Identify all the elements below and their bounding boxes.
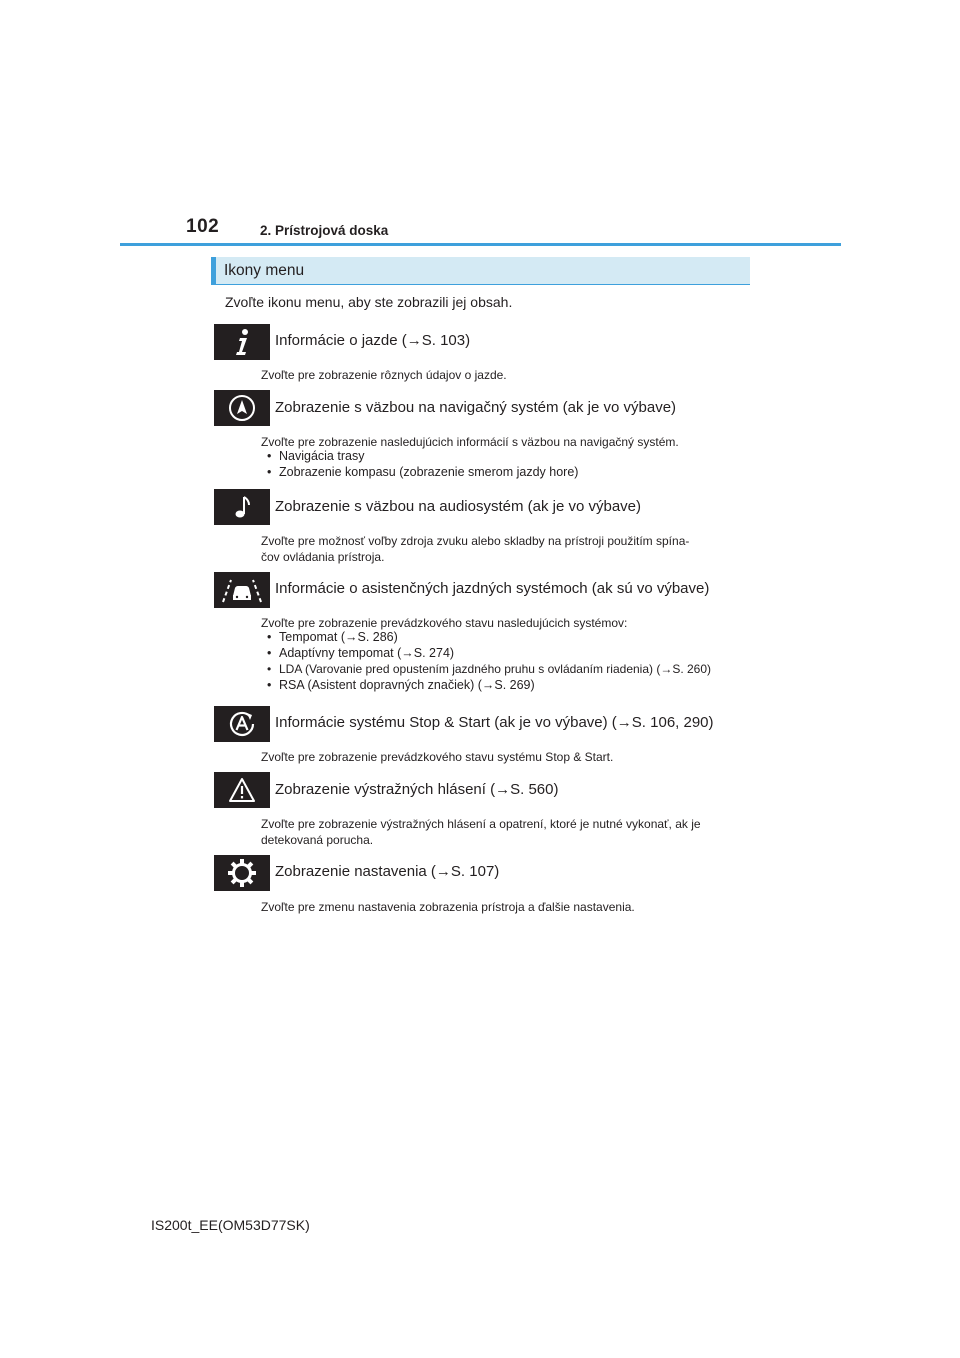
list-item: • Zobrazenie kompasu (zobrazenie smerom jazdy hore)	[268, 465, 578, 479]
list-item: • Navigácia trasy	[268, 449, 364, 463]
item-desc-driving-info	[261, 367, 751, 383]
desc-line: Zvoľte pre zobrazenie nasledujúcich informácií s väzbou na navigačný systém.	[261, 435, 679, 449]
list-item: • LDA (Varovanie pred opustením jazdného pruhu s ovládaním riadenia) (→S. 260)	[268, 662, 711, 676]
list-item: • RSA (Asistent dopravných značiek) (→S. 269)	[268, 678, 535, 692]
desc-line: detekovaná porucha.	[261, 833, 374, 847]
item-title-audio: Zobrazenie s väzbou na audiosystém (ak je vo výbave)	[275, 498, 642, 515]
section-header	[211, 257, 750, 285]
desc-line: čov ovládania prístroja.	[261, 550, 385, 564]
item-title-warning: Zobrazenie výstražných hlásení (→S. 560)	[275, 781, 559, 798]
item-desc-navigation	[261, 434, 751, 450]
item-desc-stop-start	[261, 749, 751, 765]
item-desc-audio	[261, 533, 751, 565]
intro-text: Zvoľte ikonu menu, aby ste zobrazili jej obsah.	[225, 294, 513, 310]
page-number: 102	[186, 216, 220, 237]
list-item: • Adaptívny tempomat (→S. 274)	[268, 646, 454, 660]
item-desc-driving-assist	[261, 615, 751, 631]
item-title-driving-info: Informácie o jazde (→S. 103)	[275, 332, 471, 349]
driving-assist-icon	[214, 572, 270, 608]
footer-model-code: IS200t_EE(OM53D77SK)	[151, 1217, 310, 1233]
header-divider	[120, 243, 841, 246]
item-desc-settings	[261, 899, 751, 915]
item-title-navigation: Zobrazenie s väzbou na navigačný systém (ak je vo výbave)	[275, 399, 677, 416]
warning-icon	[214, 772, 270, 808]
list-item: • Tempomat (→S. 286)	[268, 630, 398, 644]
desc-line: Zvoľte pre zobrazenie prevádzkového stavu nasledujúcich systémov:	[261, 616, 628, 630]
item-title-driving-assist: Informácie o asistenčných jazdných systémoch (ak sú vo výbave)	[275, 580, 710, 597]
music-note-icon	[214, 489, 270, 525]
chapter-title: 2. Prístrojová doska	[260, 223, 389, 238]
desc-line: Zvoľte pre zobrazenie prevádzkového stavu systému Stop & Start.	[261, 750, 614, 764]
desc-line: Zvoľte pre zobrazenie rôznych údajov o jazde.	[261, 368, 507, 382]
desc-line: Zvoľte pre zobrazenie výstražných hlásení a opatrení, ktoré je nutné vykonať, ak je	[261, 817, 701, 831]
desc-line: Zvoľte pre možnosť voľby zdroja zvuku alebo skladby na prístroji použitím spína-	[261, 534, 690, 548]
section-title: Ikony menu	[224, 262, 305, 279]
item-title-settings: Zobrazenie nastavenia (→S. 107)	[275, 863, 500, 880]
stop-start-icon	[214, 706, 270, 742]
item-desc-warning	[261, 816, 751, 848]
gear-icon	[214, 855, 270, 891]
info-icon	[214, 324, 270, 360]
item-title-stop-start: Informácie systému Stop & Start (ak je vo výbave) (→S. 106, 290)	[275, 714, 714, 731]
navigation-icon	[214, 390, 270, 426]
desc-line: Zvoľte pre zmenu nastavenia zobrazenia prístroja a ďalšie nastavenia.	[261, 900, 635, 914]
